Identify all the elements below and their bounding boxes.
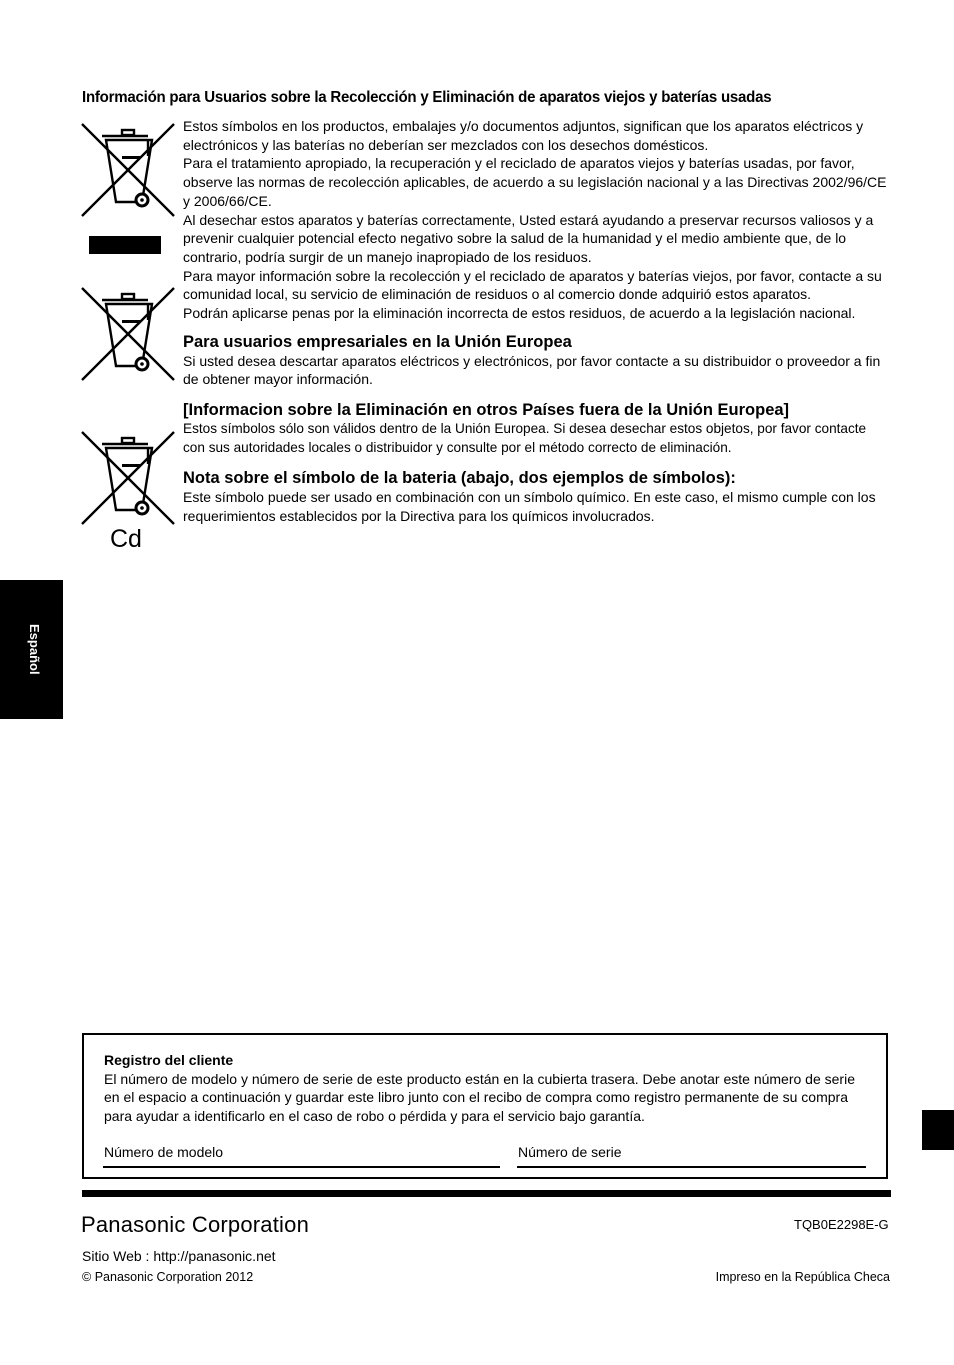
- section-body: Este símbolo puede ser usado en combinación con un símbolo químico. En este caso, el mismo cumple con los requerimientos establecidos por la Directiva para los químicos involucrados.: [183, 489, 876, 524]
- section-heading: Para usuarios empresariales en la Unión Europea: [183, 332, 572, 351]
- section-body: Estos símbolos sólo son válidos dentro de la Unión Europea. Si desea desechar estos objetos, por favor contacte con sus autoridades locales o distribuidor y consulte por el método correcto de eliminación.: [183, 421, 867, 455]
- language-tab-label: Español: [27, 624, 42, 675]
- printed-in: Impreso en la República Checa: [715, 1270, 890, 1284]
- copyright-text: Panasonic Corporation 2012: [94, 1270, 254, 1284]
- registration-body: El número de modelo y número de serie de este producto están en la cubierta trasera. Debe anotar este número de serie en el espacio a continuación y guardar este libro junto con el recibo de compra como registro permanente de su compra para ayudar a identificarlo en el caso de robo o pérdida y para el servicio bajo garantía.: [104, 1070, 855, 1124]
- intro-paragraph: Podrán aplicarse penas por la eliminación incorrecta de estos residuos, de acuerdo a la legislación nacional.: [183, 305, 856, 322]
- intro-paragraph: Para el tratamiento apropiado, la recuperación y el reciclado de aparatos viejos y baterías usadas, por favor, observe las normas de recolección aplicables, de acuerdo a su legislación nacional y a las Directivas 2002/96/CE y 2006/66/CE.: [183, 155, 887, 209]
- section-heading: [Informacion sobre la Eliminación en otros Países fuera de la Unión Europea]: [183, 401, 790, 420]
- model-number-label: Número de modelo: [104, 1144, 224, 1160]
- copyright-line: [82, 1270, 253, 1284]
- section-heading: Nota sobre el símbolo de la bateria (abajo, dos ejemplos de símbolos):: [183, 469, 736, 488]
- footer-rule: [82, 1190, 891, 1197]
- serial-number-label: Número de serie: [518, 1144, 622, 1160]
- copyright-icon: ©: [82, 1270, 92, 1284]
- crossed-out-bin-icon: [80, 428, 176, 526]
- intro-paragraph: Al desechar estos aparatos y baterías correctamente, Usted estará ayudando a preservar recursos valiosos y a prevenir cualquier potencial efecto negativo sobre la salud de la humanidad y el medio ambiente que, de lo contrario, podría surgir de un manejo inapropiado de los residuos.: [183, 211, 874, 265]
- text-column: [183, 117, 888, 526]
- registration-text: [104, 1051, 874, 1125]
- page-edge-marker: [922, 1110, 954, 1150]
- intro-paragraph: Estos símbolos en los productos, embalajes y/o documentos adjuntos, significan que los aparatos eléctricos y electrónicos y las baterías no deberían ser mezclados con los desechos domésticos.: [183, 118, 864, 153]
- website-link[interactable]: Sitio Web : http://panasonic.net: [82, 1248, 276, 1264]
- crossed-out-bin-icon: [80, 284, 176, 382]
- registration-title: Registro del cliente: [104, 1052, 234, 1068]
- serial-number-field[interactable]: [517, 1166, 866, 1168]
- chemical-symbol: Cd: [110, 525, 142, 553]
- crossed-out-bin-icon: [80, 120, 176, 218]
- bar-marking: [89, 236, 161, 254]
- intro-paragraph: Para mayor información sobre la recolección y el reciclado de aparatos y baterías viejos, por favor, contacte a su comunidad local, su servicio de eliminación de residuos o al comercio donde adquirió estos aparatos.: [183, 267, 882, 303]
- document-code: TQB0E2298E-G: [794, 1217, 889, 1232]
- model-number-field[interactable]: [103, 1166, 500, 1168]
- section-body: Si usted desea descartar aparatos eléctricos y electrónicos, por favor contacte a su distribuidor o proveedor a fin de obtener mayor información.: [183, 352, 881, 388]
- page-title: Información para Usuarios sobre la Recolección y Eliminación de aparatos viejos y baterías usadas: [82, 89, 772, 106]
- brand-logo: Panasonic Corporation: [81, 1212, 310, 1237]
